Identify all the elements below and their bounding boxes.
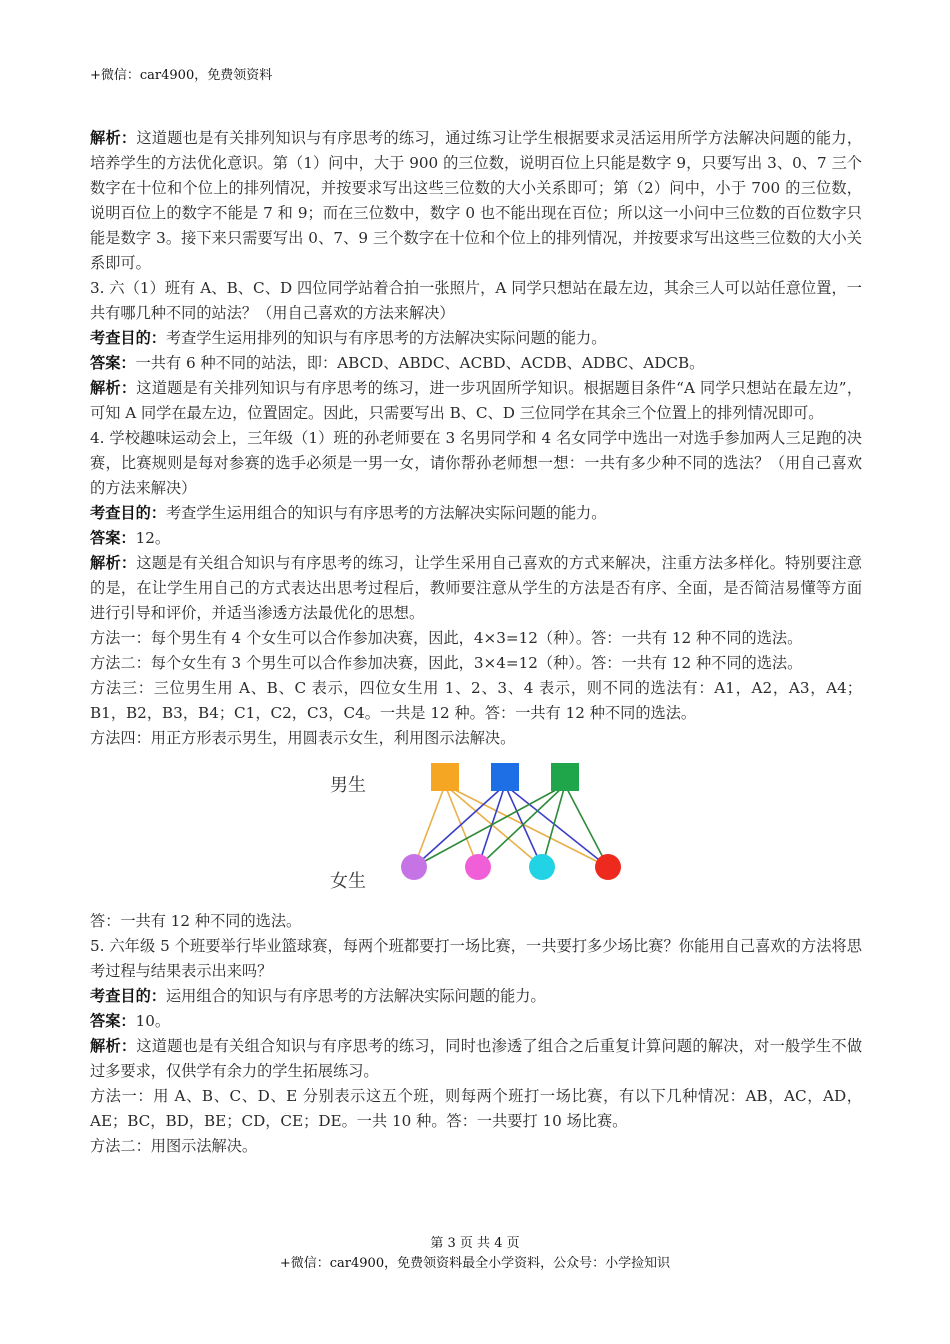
pair-line xyxy=(565,785,608,867)
q4-method-1: 方法一：每个男生有 4 个女生可以合作参加决赛，因此，4×3=12（种）。答：一共有 12 种不同的选法。 xyxy=(90,629,803,647)
boys-label: 男生 xyxy=(330,775,366,796)
analysis-paragraph xyxy=(90,126,862,276)
q3-analysis-text: 这道题是有关排列知识与有序思考的练习，进一步巩固所学知识。根据题目条件“A 同学只想站在最左边”，可知 A 同学在最左边，位置固定。因此，只需要写出 B、C、D 三位同学在其余三个位置上的排列情况即可。 xyxy=(90,379,863,422)
q3-analysis xyxy=(90,376,862,426)
pair-line xyxy=(445,785,478,867)
label-goal: 考查目的： xyxy=(90,987,166,1005)
q3-goal-text: 考查学生运用排列的知识与有序思考的方法解决实际问题的能力。 xyxy=(165,329,607,347)
question-5: 5. 六年级 5 个班要举行毕业篮球赛，每两个班都要打一场比赛，一共要打多少场比赛？你能用自己喜欢的方法将思考过程与结果表示出来吗？ xyxy=(90,937,862,980)
q4-analysis-text: 这题是有关组合知识与有序思考的练习，让学生采用自己喜欢的方式来解决，注重方法多样化。特别要注意的是，在让学生用自己的方式表达出思考过程后，教师要注意从学生的方法是否有序、全面，是否简洁易懂等方面进行引导和评价，并适当渗透方法最优化的思想。 xyxy=(90,554,863,622)
girl-circles xyxy=(401,854,621,880)
pair-line xyxy=(505,785,542,867)
pairing-diagram-svg xyxy=(90,755,862,905)
page-number: 第 3 页 共 4 页 xyxy=(430,1236,520,1251)
q4-answer-text: 12。 xyxy=(135,529,171,547)
label-answer: 答案： xyxy=(90,354,136,372)
q5-analysis xyxy=(90,1034,862,1084)
girl-circle xyxy=(529,854,555,880)
boy-square xyxy=(551,763,579,791)
q4-analysis xyxy=(90,551,862,626)
q4-goal xyxy=(90,501,862,526)
boy-square xyxy=(431,763,459,791)
question-4: 4. 学校趣味运动会上，三年级（1）班的孙老师要在 3 名男同学和 4 名女同学中选出一对选手参加两人三足跑的决赛，比赛规则是每对参赛的选手必须是一男一女，请你帮孙老师想一想：一共有多少种不同的选法？（用自己喜欢的方法来解决） xyxy=(90,429,862,497)
q4-method-2: 方法二：每个女生有 3 个男生可以合作参加决赛，因此，3×4=12（种）。答：一共有 12 种不同的选法。 xyxy=(90,654,803,672)
label-answer: 答案： xyxy=(90,1012,136,1030)
q5-method-2: 方法二：用图示法解决。 xyxy=(90,1137,258,1155)
q5-analysis-text: 这道题也是有关组合知识与有序思考的练习，同时也渗透了组合之后重复计算问题的解决，对一般学生不做过多要求，仅供学有余力的学生拓展练习。 xyxy=(90,1037,863,1080)
label-analysis: 解析： xyxy=(90,554,137,572)
question-3: 3. 六（1）班有 A、B、C、D 四位同学站着合拍一张照片，A 同学只想站在最左边，其余三人可以站任意位置，一共有哪几种不同的站法？（用自己喜欢的方法来解决） xyxy=(90,279,862,322)
label-goal: 考查目的： xyxy=(90,504,166,522)
girls-label: 女生 xyxy=(330,871,366,892)
girl-circle xyxy=(465,854,491,880)
q5-goal-text: 运用组合的知识与有序思考的方法解决实际问题的能力。 xyxy=(165,987,546,1005)
girl-circle xyxy=(401,854,427,880)
girl-circle xyxy=(595,854,621,880)
q4-method-3: 方法三：三位男生用 A、B、C 表示，四位女生用 1、2、3、4 表示，则不同的选法有：A1，A2，A3，A4；B1，B2，B3，B4；C1，C2，C3，C4。一共是 12 种。答：一共有 12 种不同的选法。 xyxy=(90,679,862,722)
q3-goal xyxy=(90,326,862,351)
pairing-lines xyxy=(414,785,608,867)
q4-method-4: 方法四：用正方形表示男生，用圆表示女生，利用图示法解决。 xyxy=(90,729,516,747)
analysis-text: 这道题也是有关排列知识与有序思考的练习，通过练习让学生根据要求灵活运用所学方法解决问题的能力，培养学生的方法优化意识。第（1）问中，大于 900 的三位数，说明百位上只能是数字 9，只要写出 3、0、7 三个数字在十位和个位上的排列情况，并按要求写出这些三位数的大小关系即可；第（2）问中，小于 700 的三位数，说明百位上的数字不能是 7 和 9；而在三位数中，数字 0 也不能出现在百位；所以这一小问中三位数的百位数字只能是数字 3。接下来只需要写出 0、7、9 三个数字在十位和个位上的排列情况，并按要求写出这些三位数的大小关系即可。 xyxy=(90,129,863,272)
page-header: +微信：car4900，免费领资料 xyxy=(90,68,273,83)
pair-line xyxy=(414,785,445,867)
boy-square xyxy=(491,763,519,791)
label-analysis: 解析： xyxy=(90,379,137,397)
boy-squares xyxy=(431,763,579,791)
label-answer: 答案： xyxy=(90,529,136,547)
q3-answer xyxy=(90,351,862,376)
label-analysis: 解析： xyxy=(90,129,137,147)
q5-method-1: 方法一：用 A、B、C、D、E 分别表示这五个班，则每两个班打一场比赛，有以下几种情况：AB，AC，AD，AE；BC，BD，BE；CD，CE；DE。一共 10 种。答：一共要打 10 场比赛。 xyxy=(90,1087,862,1130)
q5-answer xyxy=(90,1009,862,1034)
q4-final-answer: 答：一共有 12 种不同的选法。 xyxy=(90,912,302,930)
q5-answer-text: 10。 xyxy=(135,1012,171,1030)
label-goal: 考查目的： xyxy=(90,329,166,347)
q3-answer-text: 一共有 6 种不同的站法，即：ABCD、ABDC、ACBD、ACDB、ADBC、ADCB。 xyxy=(135,354,705,372)
document-body xyxy=(90,126,862,1159)
footer-promo: +微信：car4900，免费领资料最全小学资料，公众号：小学捡知识 xyxy=(279,1256,671,1271)
pairing-diagram xyxy=(90,755,862,905)
q5-goal xyxy=(90,984,862,1009)
label-analysis: 解析： xyxy=(90,1037,137,1055)
q4-goal-text: 考查学生运用组合的知识与有序思考的方法解决实际问题的能力。 xyxy=(165,504,607,522)
q4-answer xyxy=(90,526,862,551)
